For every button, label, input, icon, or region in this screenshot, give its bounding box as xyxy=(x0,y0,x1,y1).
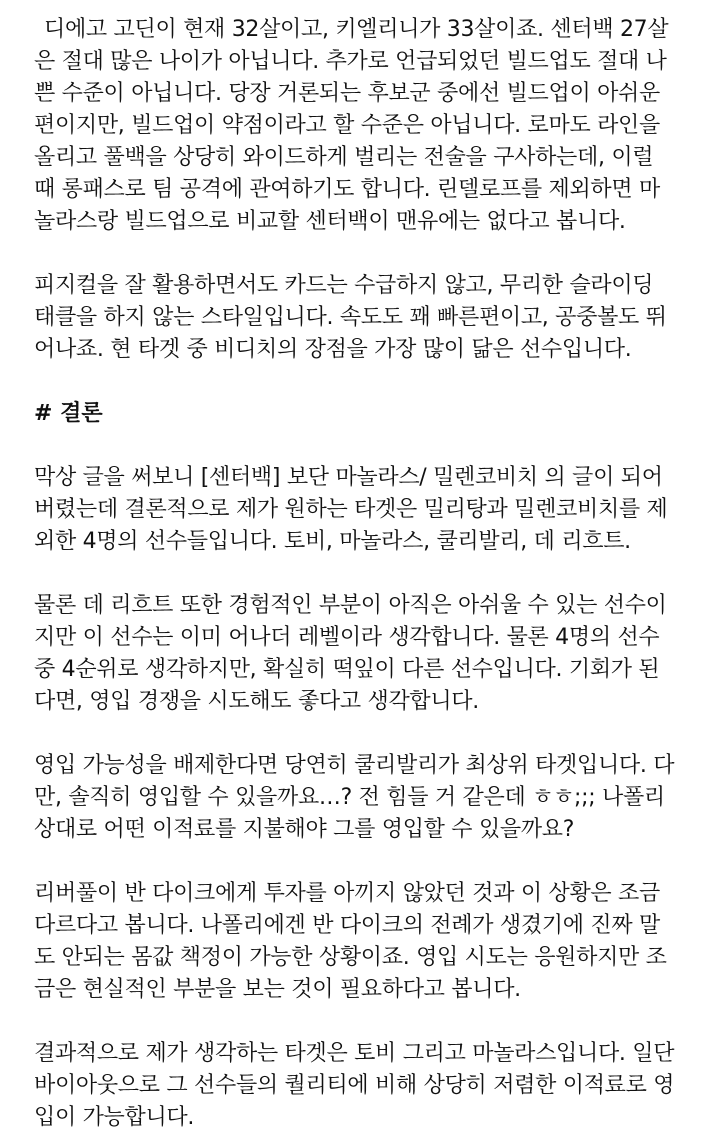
paragraph-spacer xyxy=(34,718,694,750)
text-line: 만, 솔직히 영입할 수 있을까요…? 전 힘들 거 같은데 ㅎㅎ;;; 나폴리 xyxy=(34,785,665,810)
text-line: 때 롱패스로 팀 공격에 관여하기도 합니다. 린델로프를 제외하면 마 xyxy=(34,177,660,202)
text-line: 편이지만, 빌드업이 약점이라고 할 수준은 아닙니다. 로마도 라인을 xyxy=(34,113,660,138)
text-line: 중 4순위로 생각하지만, 확실히 떡잎이 다른 선수입니다. 기회가 된 xyxy=(34,657,660,682)
text-line: 영입 가능성을 배제한다면 당연히 쿨리발리가 최상위 타겟입니다. 다 xyxy=(34,753,675,778)
text-line: 외한 4명의 선수들입니다. 토비, 마놀라스, 쿨리발리, 데 리흐트. xyxy=(34,529,631,554)
paragraph-spacer xyxy=(34,1006,694,1038)
section-heading-conclusion: # 결론 xyxy=(34,401,103,426)
text-line: 금은 현실적인 부분을 보는 것이 필요하다고 봅니다. xyxy=(34,977,521,1002)
paragraph-spacer xyxy=(34,238,694,270)
text-line: 지만 이 선수는 이미 어나더 레벨이라 생각합니다. 물론 4명의 선수 xyxy=(34,625,660,650)
paragraph-spacer xyxy=(34,558,694,590)
text-line: 다면, 영입 경쟁을 시도해도 좋다고 생각합니다. xyxy=(34,689,479,714)
text-line: 결과적으로 제가 생각하는 타겟은 토비 그리고 마놀라스입니다. 일단 xyxy=(34,1041,675,1066)
text-line: 태클을 하지 않는 스타일입니다. 속도도 꽤 빠른편이고, 공중볼도 뛰 xyxy=(34,305,667,330)
text-line: 버렸는데 결론적으로 제가 원하는 타겟은 밀리탕과 밀렌코비치를 제 xyxy=(34,497,668,522)
text-line: 막상 글을 써보니 [센터백] 보단 마놀라스/ 밀렌코비치 의 글이 되어 xyxy=(34,465,663,490)
paragraph-spacer xyxy=(34,366,694,398)
text-line: 쁜 수준이 아닙니다. 당장 거론되는 후보군 중에선 빌드업이 아쉬운 xyxy=(34,81,660,106)
text-line: 입이 가능합니다. xyxy=(34,1105,195,1130)
text-line: 놀라스랑 빌드업으로 비교할 센터백이 맨유에는 없다고 봅니다. xyxy=(34,209,626,234)
text-line: 다르다고 봅니다. 나폴리에겐 반 다이크의 전례가 생겼기에 진짜 말 xyxy=(34,913,660,938)
paragraph-de-ligt xyxy=(34,590,694,718)
text-line: 은 절대 많은 나이가 아닙니다. 추가로 언급되었던 빌드업도 절대 나 xyxy=(34,49,667,74)
text-line: 물론 데 리흐트 또한 경험적인 부분이 아직은 아쉬울 수 있는 선수이 xyxy=(34,593,667,618)
paragraph-koulibaly xyxy=(34,750,694,846)
text-line: 디에고 고딘이 현재 32살이고, 키엘리니가 33살이죠. 센터백 27살 xyxy=(44,17,669,42)
text-line: 어나죠. 현 타겟 중 비디치의 장점을 가장 많이 닮은 선수입니다. xyxy=(34,337,632,362)
paragraph-conclusion-targets xyxy=(34,462,694,558)
text-line: 피지컬을 잘 활용하면서도 카드는 수급하지 않고, 무리한 슬라이딩 xyxy=(34,273,654,298)
text-line: 바이아웃으로 그 선수들의 퀄리티에 비해 상당히 저렴한 이적료로 영 xyxy=(34,1073,675,1098)
text-line: 상대로 어떤 이적료를 지불해야 그를 영입할 수 있을까요? xyxy=(34,817,575,842)
text-line: 도 안되는 몸값 책정이 가능한 상황이죠. 영입 시도는 응원하지만 조 xyxy=(34,945,667,970)
paragraph-spacer xyxy=(34,846,694,878)
paragraph-spacer xyxy=(34,430,694,462)
paragraph-age-buildup xyxy=(34,14,694,238)
paragraph-van-dijk-precedent xyxy=(34,878,694,1006)
document-body xyxy=(34,14,694,1134)
paragraph-final-targets xyxy=(34,1038,694,1134)
text-line: 리버풀이 반 다이크에게 투자를 아끼지 않았던 것과 이 상황은 조금 xyxy=(34,881,660,906)
paragraph-physical-style xyxy=(34,270,694,366)
text-line: 올리고 풀백을 상당히 와이드하게 벌리는 전술을 구사하는데, 이럴 xyxy=(34,145,654,170)
